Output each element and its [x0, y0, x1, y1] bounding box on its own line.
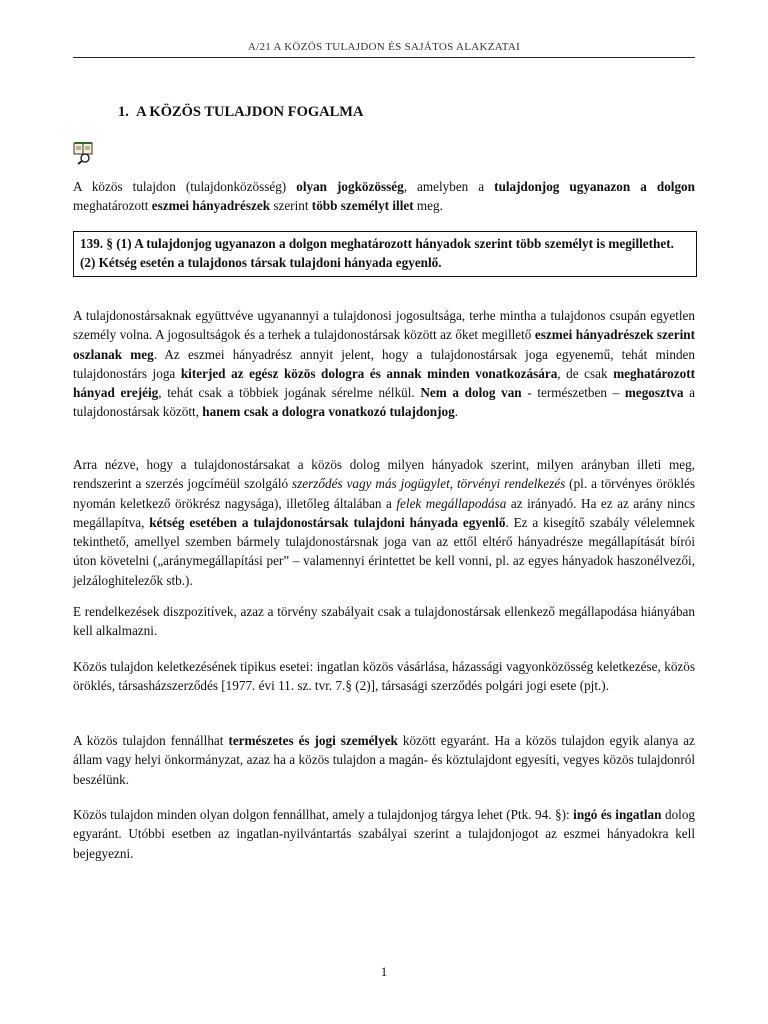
- body-paragraph-1: A tulajdonostársaknak együttvéve ugyanannyi a tulajdonosi jogosultsága, terhe mintha a tulajdonos csupán egyetlen személy volna. A jogosultságok és a terhek a tulajdonostársak között az őket megillető eszmei hányadrészek szerint oszlanak meg. Az eszmei hányadrész annyit jelent, hogy a tulajdonostársak joga egyenemű, tehát minden tulajdonostárs joga kiterjed az egész közös dologra és annak minden vonatkozására, de csak meghatározott hányad erejéig, tehát csak a többiek jogának sérelme nélkül. Nem a dolog van - természetben – megosztva a tulajdonostársak között, hanem csak a dologra vonatkozó tulajdonjog.: [73, 308, 695, 420]
- body-paragraph-4: Közös tulajdon keletkezésének tipikus esetei: ingatlan közös vásárlása, házassági vagyonközösség keletkezése, közös öröklés, társasházszerződés [1977. évi 11. sz. tvr. 7.§ (2)], társasági szerződés polgári jogi esete (pjt.).: [73, 659, 695, 694]
- page-number: 1: [380, 964, 388, 979]
- body-paragraph-3: E rendelkezések diszpozitívek, azaz a törvény szabályait csak a tulajdonostársak ellenkező megállapodása hiányában kell alkalmazni.: [73, 604, 695, 639]
- law-quote-box: [73, 231, 697, 277]
- body-paragraph-5: A közös tulajdon fennállhat természetes és jogi személyek között egyaránt. Ha a közös tulajdon egyik alanya az állam vagy helyi önkormányzat, azaz ha a közös tulajdon a magán- és köztulajdont egyesíti, vegyes közös tulajdonról beszélünk.: [73, 733, 695, 787]
- law-paragraph-2: (2) Kétség esetén a tulajdonos társak tulajdoni hányada egyenlő.: [80, 255, 442, 271]
- body-paragraph-2: Arra nézve, hogy a tulajdonostársakat a közös dolog milyen hányadok szerint, milyen arányban illeti meg, rendszerint a szerzés jogcíméül szolgáló szerződés vagy más jogügylet, törvényi rendelkezés (pl. a törvényes öröklés nyomán keletkező örökrész nagysága), illetőleg általában a felek megállapodása az irányadó. Ha ez az arány nincs megállapítva, kétség esetében a tulajdonostársak tulajdoni hányada egyenlő. Ez a kisegítő szabály vélelemnek tekinthető, amellyel szemben bármely tulajdonostársnak joga van az ettől eltérő hányadrésze megállapítását bírói úton követelni („aránymegállapítási per” – valamennyi érintettet be kell vonni, pl. az egyes hányadok haszonélvezői, jelzáloghitelezők stb.).: [73, 457, 696, 588]
- law-paragraph-1: 139. § (1) A tulajdonjog ugyanazon a dolgon meghatározott hányadok szerint több személyt is megillethet.: [80, 236, 674, 251]
- body-paragraph-6: Közös tulajdon minden olyan dolgon fennállhat, amely a tulajdonjog tárgya lehet (Ptk. 94. §): ingó és ingatlan dolog egyaránt. Utóbbi esetben az ingatlan-nyilvántartás szabályai szerint a tulajdonjogot az eszmei hányadokra kell bejegyezni.: [73, 807, 696, 861]
- section-heading: [118, 104, 363, 121]
- section-title: A KÖZÖS TULAJDON FOGALMA: [136, 104, 364, 120]
- section-number: 1.: [118, 104, 129, 120]
- book-with-magnifier-icon: [73, 141, 95, 165]
- page-header: A/21 A KÖZÖS TULAJDON ÉS SAJÁTOS ALAKZATAI: [73, 41, 695, 58]
- intro-paragraph: A közös tulajdon (tulajdonközösség) olyan jogközösség, amelyben a tulajdonjog ugyanazon a dolgon meghatározott eszmei hányadrészek szerint több személyt illet meg.: [73, 179, 695, 214]
